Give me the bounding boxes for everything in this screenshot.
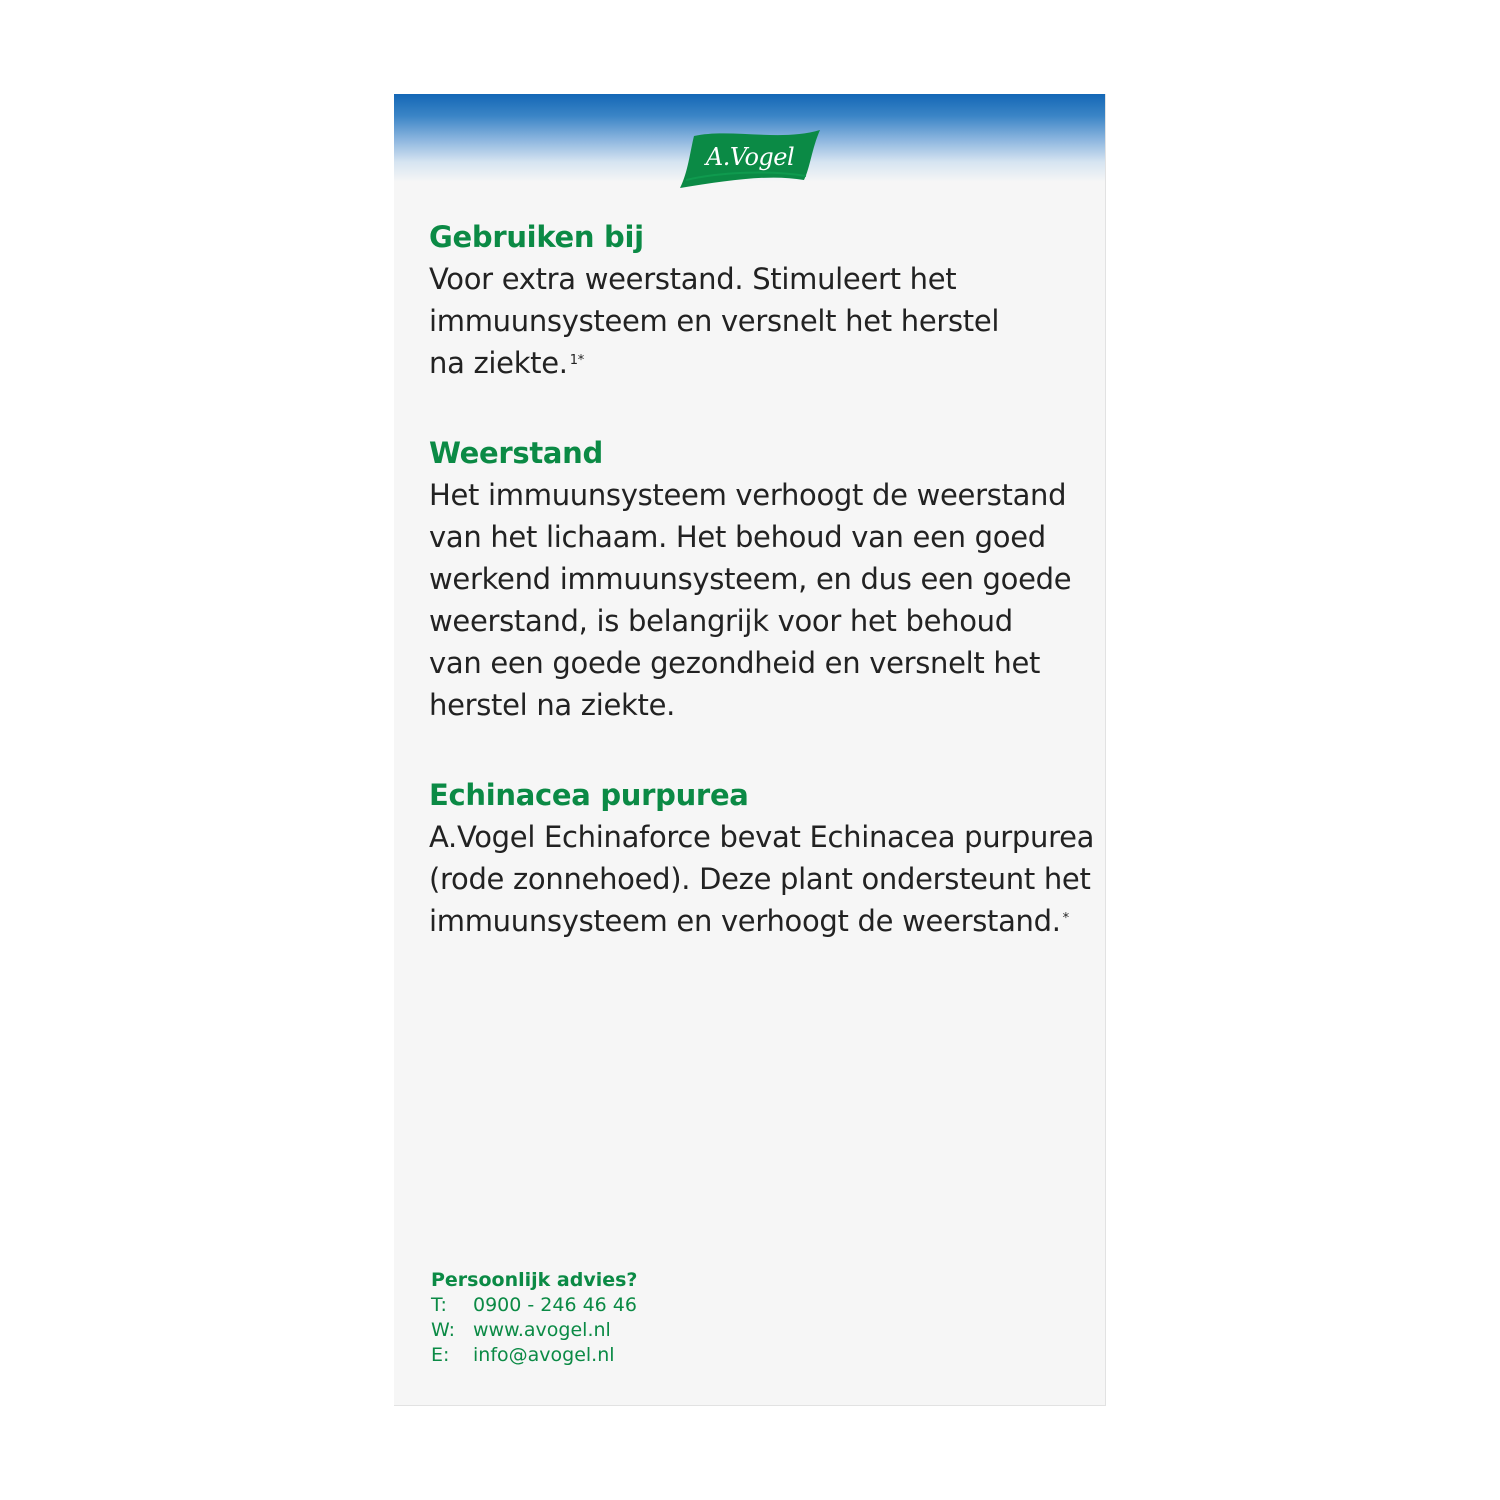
body-line: herstel na ziekte. <box>429 688 676 722</box>
web-label: W: <box>431 1319 456 1341</box>
body-line-with-footnote <box>429 900 1089 942</box>
phone-label: T: <box>431 1294 447 1316</box>
logo-text: A.Vogel <box>705 143 795 171</box>
contact-block <box>431 1268 637 1368</box>
content-area <box>429 216 1095 990</box>
email-label: E: <box>431 1344 450 1366</box>
section-gebruiken-bij <box>429 216 1089 384</box>
body-line: na ziekte. <box>429 346 568 380</box>
footnote-marker: * <box>1062 911 1069 926</box>
brand-logo <box>680 130 820 188</box>
body-line: Het immuunsysteem verhoogt de weerstand <box>429 478 1067 512</box>
body-line: werkend immuunsysteem, en dus een goede <box>429 562 1072 596</box>
contact-phone-row <box>431 1293 637 1318</box>
package-panel <box>394 94 1106 1406</box>
footnote-marker: 1* <box>569 353 584 368</box>
section-body <box>429 474 1089 726</box>
section-echinacea-purpurea <box>429 774 1095 942</box>
body-line: immuunsysteem en verhoogt de weerstand. <box>429 904 1061 938</box>
contact-web-row <box>431 1318 637 1343</box>
section-body <box>429 258 1089 384</box>
body-line: weerstand, is belangrijk voor het behoud <box>429 604 1013 638</box>
section-heading: Gebruiken bij <box>429 220 644 254</box>
section-heading: Echinacea purpurea <box>429 778 749 812</box>
section-weerstand <box>429 432 1089 726</box>
body-line: Voor extra weerstand. Stimuleert het <box>429 262 957 296</box>
body-line: van het lichaam. Het behoud van een goed <box>429 520 1046 554</box>
body-line: immuunsysteem en versnelt het herstel <box>429 304 1000 338</box>
phone-number: 0900 - 246 46 46 <box>473 1294 637 1316</box>
section-heading: Weerstand <box>429 436 603 470</box>
body-line-with-footnote <box>429 342 1089 384</box>
section-body <box>429 816 1095 942</box>
body-line: (rode zonnehoed). Deze plant ondersteunt het <box>429 862 1091 896</box>
email-link[interactable]: info@avogel.nl <box>473 1344 615 1366</box>
body-line: A.Vogel Echinaforce bevat Echinacea purpurea <box>429 820 1095 854</box>
contact-email-row <box>431 1343 637 1368</box>
contact-title: Persoonlijk advies? <box>431 1269 638 1291</box>
website-link[interactable]: www.avogel.nl <box>473 1319 611 1341</box>
body-line: van een goede gezondheid en versnelt het <box>429 646 1041 680</box>
